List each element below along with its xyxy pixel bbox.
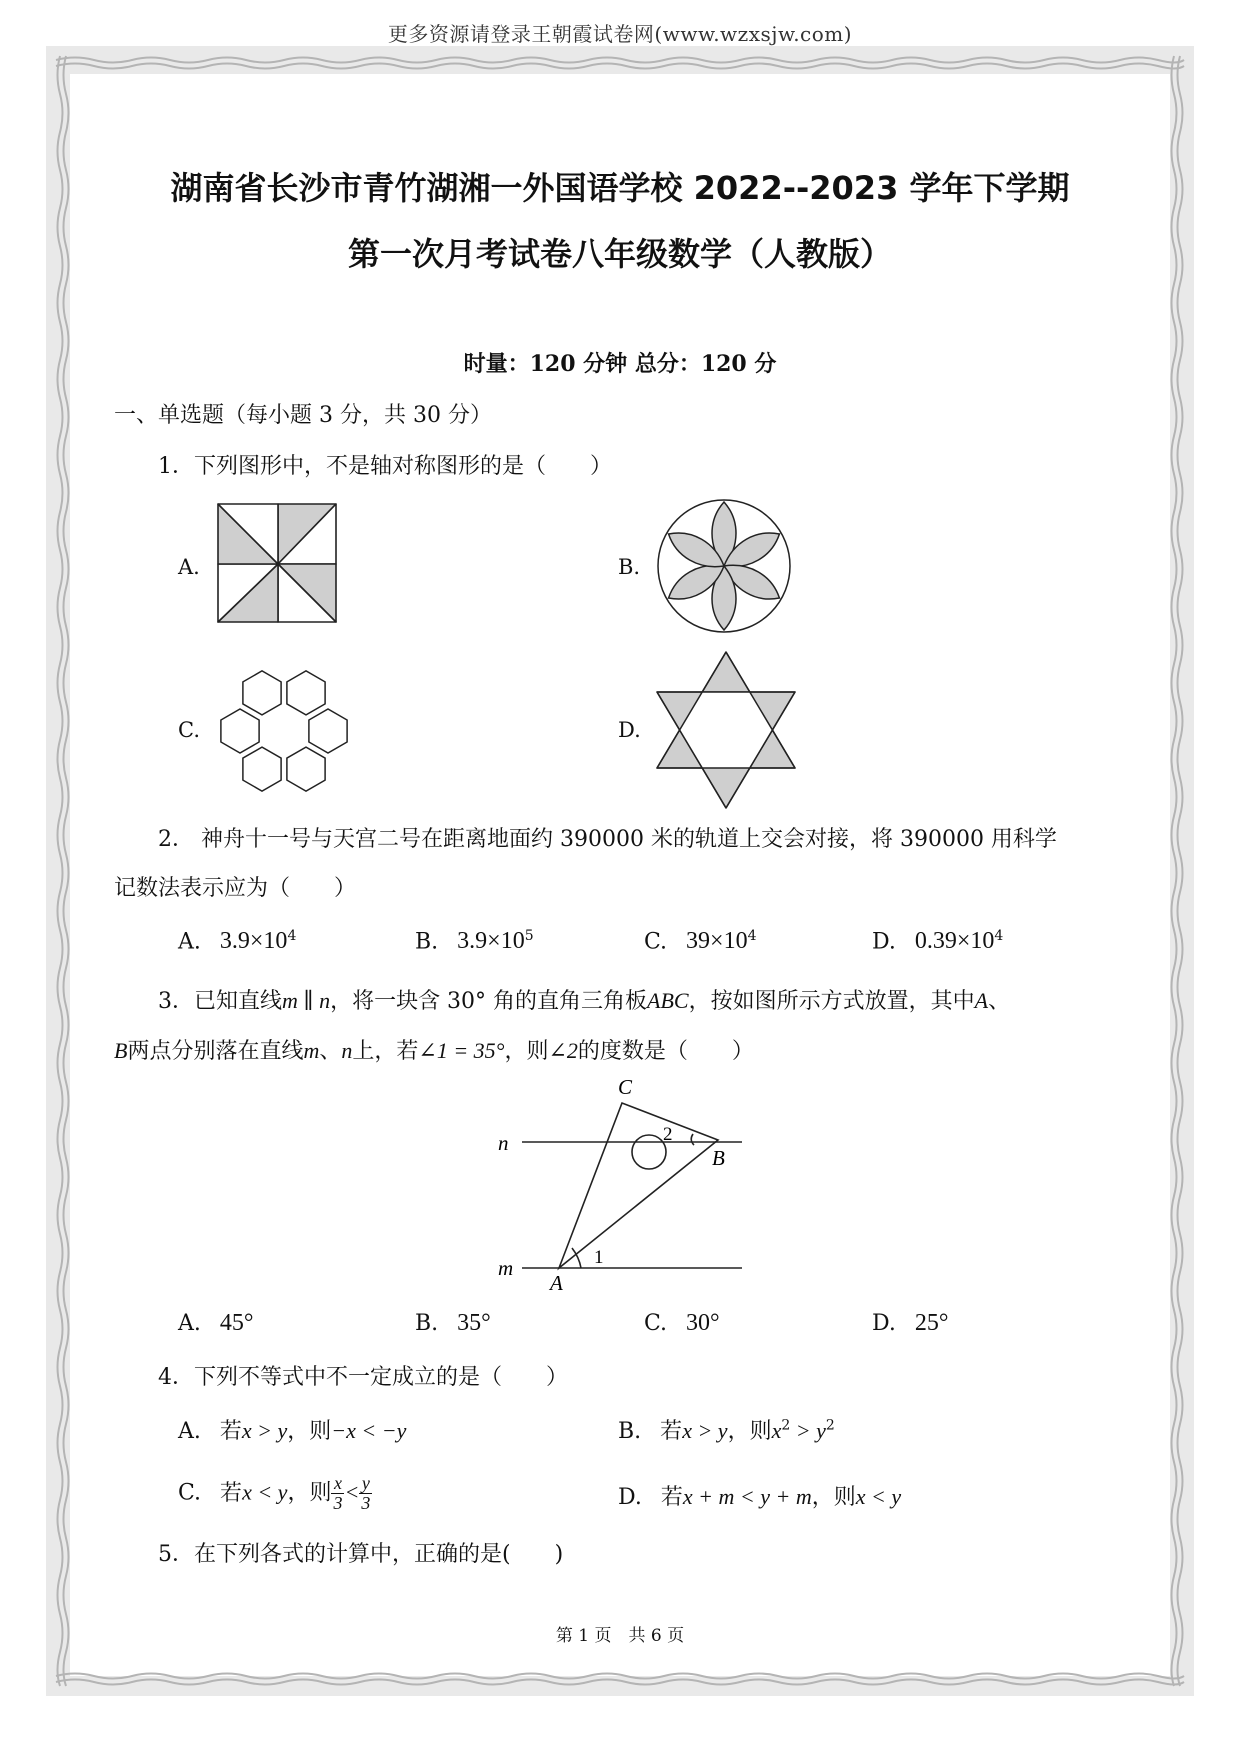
q3-option-b-value: 35° bbox=[457, 1310, 491, 1336]
q2-option-b-base: 3.9×10 bbox=[457, 928, 525, 955]
exam-info: 时量：120 分钟 总分：120 分 bbox=[463, 351, 777, 377]
q3-text: 两点分别落在直线 bbox=[127, 1039, 304, 1064]
frac-num: y bbox=[359, 1474, 372, 1494]
hexagon-flower-figure bbox=[212, 664, 356, 798]
q3-var-n: n bbox=[341, 1038, 353, 1063]
six-point-star-figure bbox=[652, 650, 800, 810]
q3-point-b: B bbox=[114, 1038, 128, 1063]
q3-triangle-abc: ABC bbox=[647, 988, 689, 1013]
q4-option-b-label: B. bbox=[618, 1419, 642, 1444]
q3-angle-2: ∠2 bbox=[548, 1038, 578, 1063]
pinwheel-figure bbox=[212, 502, 344, 626]
q4-option-b bbox=[618, 1414, 835, 1445]
label-b: B bbox=[712, 1146, 725, 1170]
q3-option-c bbox=[644, 1310, 720, 1337]
q4-ze: ，则 bbox=[287, 1480, 332, 1506]
q4-ruo: 若 bbox=[660, 1419, 683, 1444]
label-angle-1: 1 bbox=[594, 1247, 604, 1268]
q4-option-d-label: D. bbox=[618, 1485, 642, 1510]
q3-text: 、 bbox=[319, 1039, 342, 1064]
q2-option-c-base: 39×10 bbox=[686, 928, 748, 955]
q3-text: ，则 bbox=[504, 1039, 549, 1064]
page-footer: 第 1 页 共 6 页 bbox=[555, 1626, 685, 1646]
q4-option-d bbox=[618, 1480, 901, 1511]
q4-option-b-condition: x > y bbox=[682, 1418, 728, 1443]
q2-option-d bbox=[872, 928, 1003, 955]
q4-ruo: 若 bbox=[219, 1419, 242, 1444]
section-heading: 一、单选题（每小题 3 分，共 30 分） bbox=[114, 403, 492, 428]
q2-option-d-label: D. bbox=[872, 929, 896, 955]
q4-option-b-exp: 2 bbox=[781, 1417, 791, 1434]
label-c: C bbox=[618, 1075, 633, 1099]
q3-var-m: m bbox=[303, 1038, 320, 1063]
q3-option-d-label: D. bbox=[872, 1311, 896, 1336]
parallel-lines-triangle-figure bbox=[490, 1072, 750, 1294]
q1-option-c-label: C. bbox=[178, 718, 200, 742]
q3-text: 、 bbox=[988, 989, 1011, 1014]
q4-option-a-result: −x < −y bbox=[331, 1418, 407, 1443]
fraction-y-over-3 bbox=[359, 1474, 372, 1513]
q2-option-a-exp: 4 bbox=[287, 928, 297, 944]
exam-subtitle: 第一次月考试卷八年级数学（人教版） bbox=[347, 235, 892, 273]
q2-option-b bbox=[415, 928, 534, 955]
q3-option-b-label: B. bbox=[415, 1311, 439, 1336]
q3-option-d-value: 25° bbox=[914, 1310, 949, 1336]
q3-text: ，按如图所示方式放置，其中 bbox=[688, 989, 975, 1014]
question-3-stem-line1 bbox=[158, 984, 1010, 1015]
q3-option-a-value: 45° bbox=[219, 1310, 254, 1336]
q2-option-a-label: A. bbox=[178, 929, 201, 955]
frac-den: 3 bbox=[361, 1493, 371, 1513]
q3-option-a-label: A. bbox=[178, 1311, 201, 1336]
hexagon-petal bbox=[309, 709, 347, 753]
q3-option-c-label: C. bbox=[644, 1311, 668, 1336]
site-banner: 更多资源请登录王朝霞试卷网(www.wzxsjw.com) bbox=[387, 22, 853, 46]
question-2-stem-line1: 2． 神舟十一号与天宫二号在距离地面约 390000 米的轨道上交会对接，将 390000 用科学 bbox=[158, 827, 1057, 852]
q4-ze: ，则 bbox=[811, 1485, 856, 1510]
hexagon-petal bbox=[221, 709, 259, 753]
fraction-x-over-3 bbox=[331, 1474, 344, 1513]
q4-option-c-condition: x < y bbox=[242, 1479, 288, 1505]
frac-den: 3 bbox=[333, 1493, 343, 1513]
q3-option-c-value: 30° bbox=[686, 1310, 720, 1336]
q3-text: 上，若 bbox=[352, 1039, 419, 1064]
q4-option-c-label: C. bbox=[178, 1480, 202, 1506]
q2-option-b-label: B. bbox=[415, 929, 439, 955]
q3-parallel: ∥ bbox=[297, 988, 320, 1013]
question-5-stem: 5．在下列各式的计算中，正确的是( ) bbox=[158, 1542, 564, 1567]
q3-text: 3．已知直线 bbox=[158, 989, 282, 1014]
label-n: n bbox=[498, 1131, 509, 1155]
q2-option-d-exp: 4 bbox=[994, 928, 1004, 944]
angle-2-arc bbox=[691, 1134, 694, 1145]
q3-text: ，将一块含 30° 角的直角三角板 bbox=[330, 989, 648, 1014]
hexagon-petal bbox=[287, 671, 325, 715]
label-m: m bbox=[498, 1256, 514, 1280]
q2-option-b-exp: 5 bbox=[524, 928, 534, 944]
q1-option-b-label: B. bbox=[618, 555, 641, 579]
label-a: A bbox=[550, 1271, 563, 1294]
q4-option-b-x: x bbox=[771, 1418, 782, 1443]
q2-option-a-base: 3.9×10 bbox=[219, 928, 288, 955]
q3-var-m: m bbox=[282, 988, 298, 1013]
question-2-stem-line2: 记数法表示应为（ ） bbox=[114, 876, 357, 901]
question-1-stem: 1．下列图形中，不是轴对称图形的是（ ） bbox=[158, 454, 612, 479]
q4-option-c bbox=[178, 1474, 372, 1513]
q2-option-c-exp: 4 bbox=[747, 928, 757, 944]
q4-option-d-condition: x + m < y + m bbox=[682, 1484, 812, 1509]
q4-option-a-condition: x > y bbox=[241, 1418, 288, 1443]
q4-ze: ，则 bbox=[287, 1419, 332, 1444]
q4-option-a-label: A. bbox=[178, 1419, 201, 1444]
q4-ze: ，则 bbox=[727, 1419, 772, 1444]
q4-ruo: 若 bbox=[660, 1485, 683, 1510]
q3-text: 的度数是（ ） bbox=[577, 1039, 754, 1064]
q1-option-a-label: A. bbox=[178, 555, 200, 579]
frac-num: x bbox=[331, 1474, 344, 1494]
q3-option-b bbox=[415, 1310, 491, 1337]
q4-option-b-exp: 2 bbox=[825, 1417, 835, 1434]
q3-point-a: A bbox=[974, 988, 989, 1013]
question-4-stem: 4．下列不等式中不一定成立的是（ ） bbox=[158, 1365, 568, 1390]
hexagon-petal bbox=[243, 747, 281, 791]
q4-option-d-result: x < y bbox=[855, 1484, 902, 1509]
triangle-abc bbox=[559, 1103, 718, 1268]
q3-angle-condition: ∠1 = 35° bbox=[418, 1038, 505, 1063]
q1-option-d-label: D. bbox=[618, 718, 641, 742]
flower-circle-figure bbox=[654, 496, 794, 636]
hexagon-petal bbox=[243, 671, 281, 715]
q2-option-a bbox=[178, 928, 296, 955]
q2-option-c-label: C. bbox=[644, 929, 668, 955]
question-3-stem-line2 bbox=[114, 1034, 754, 1065]
exam-title: 湖南省长沙市青竹湖湘一外国语学校 2022--2023 学年下学期 bbox=[170, 169, 1070, 207]
label-angle-2: 2 bbox=[663, 1124, 673, 1145]
q4-option-b-rhs: > y bbox=[790, 1418, 826, 1443]
q3-var-n: n bbox=[319, 988, 331, 1013]
q4-option-c-lt: < bbox=[344, 1479, 360, 1505]
q3-option-d bbox=[872, 1310, 948, 1337]
hexagon-petal bbox=[287, 747, 325, 791]
q2-option-d-base: 0.39×10 bbox=[914, 928, 995, 955]
angle-marker-circle bbox=[632, 1135, 666, 1169]
q2-option-c bbox=[644, 928, 757, 955]
q3-option-a bbox=[178, 1310, 254, 1337]
q4-option-a bbox=[178, 1414, 406, 1445]
q4-ruo: 若 bbox=[220, 1480, 243, 1506]
